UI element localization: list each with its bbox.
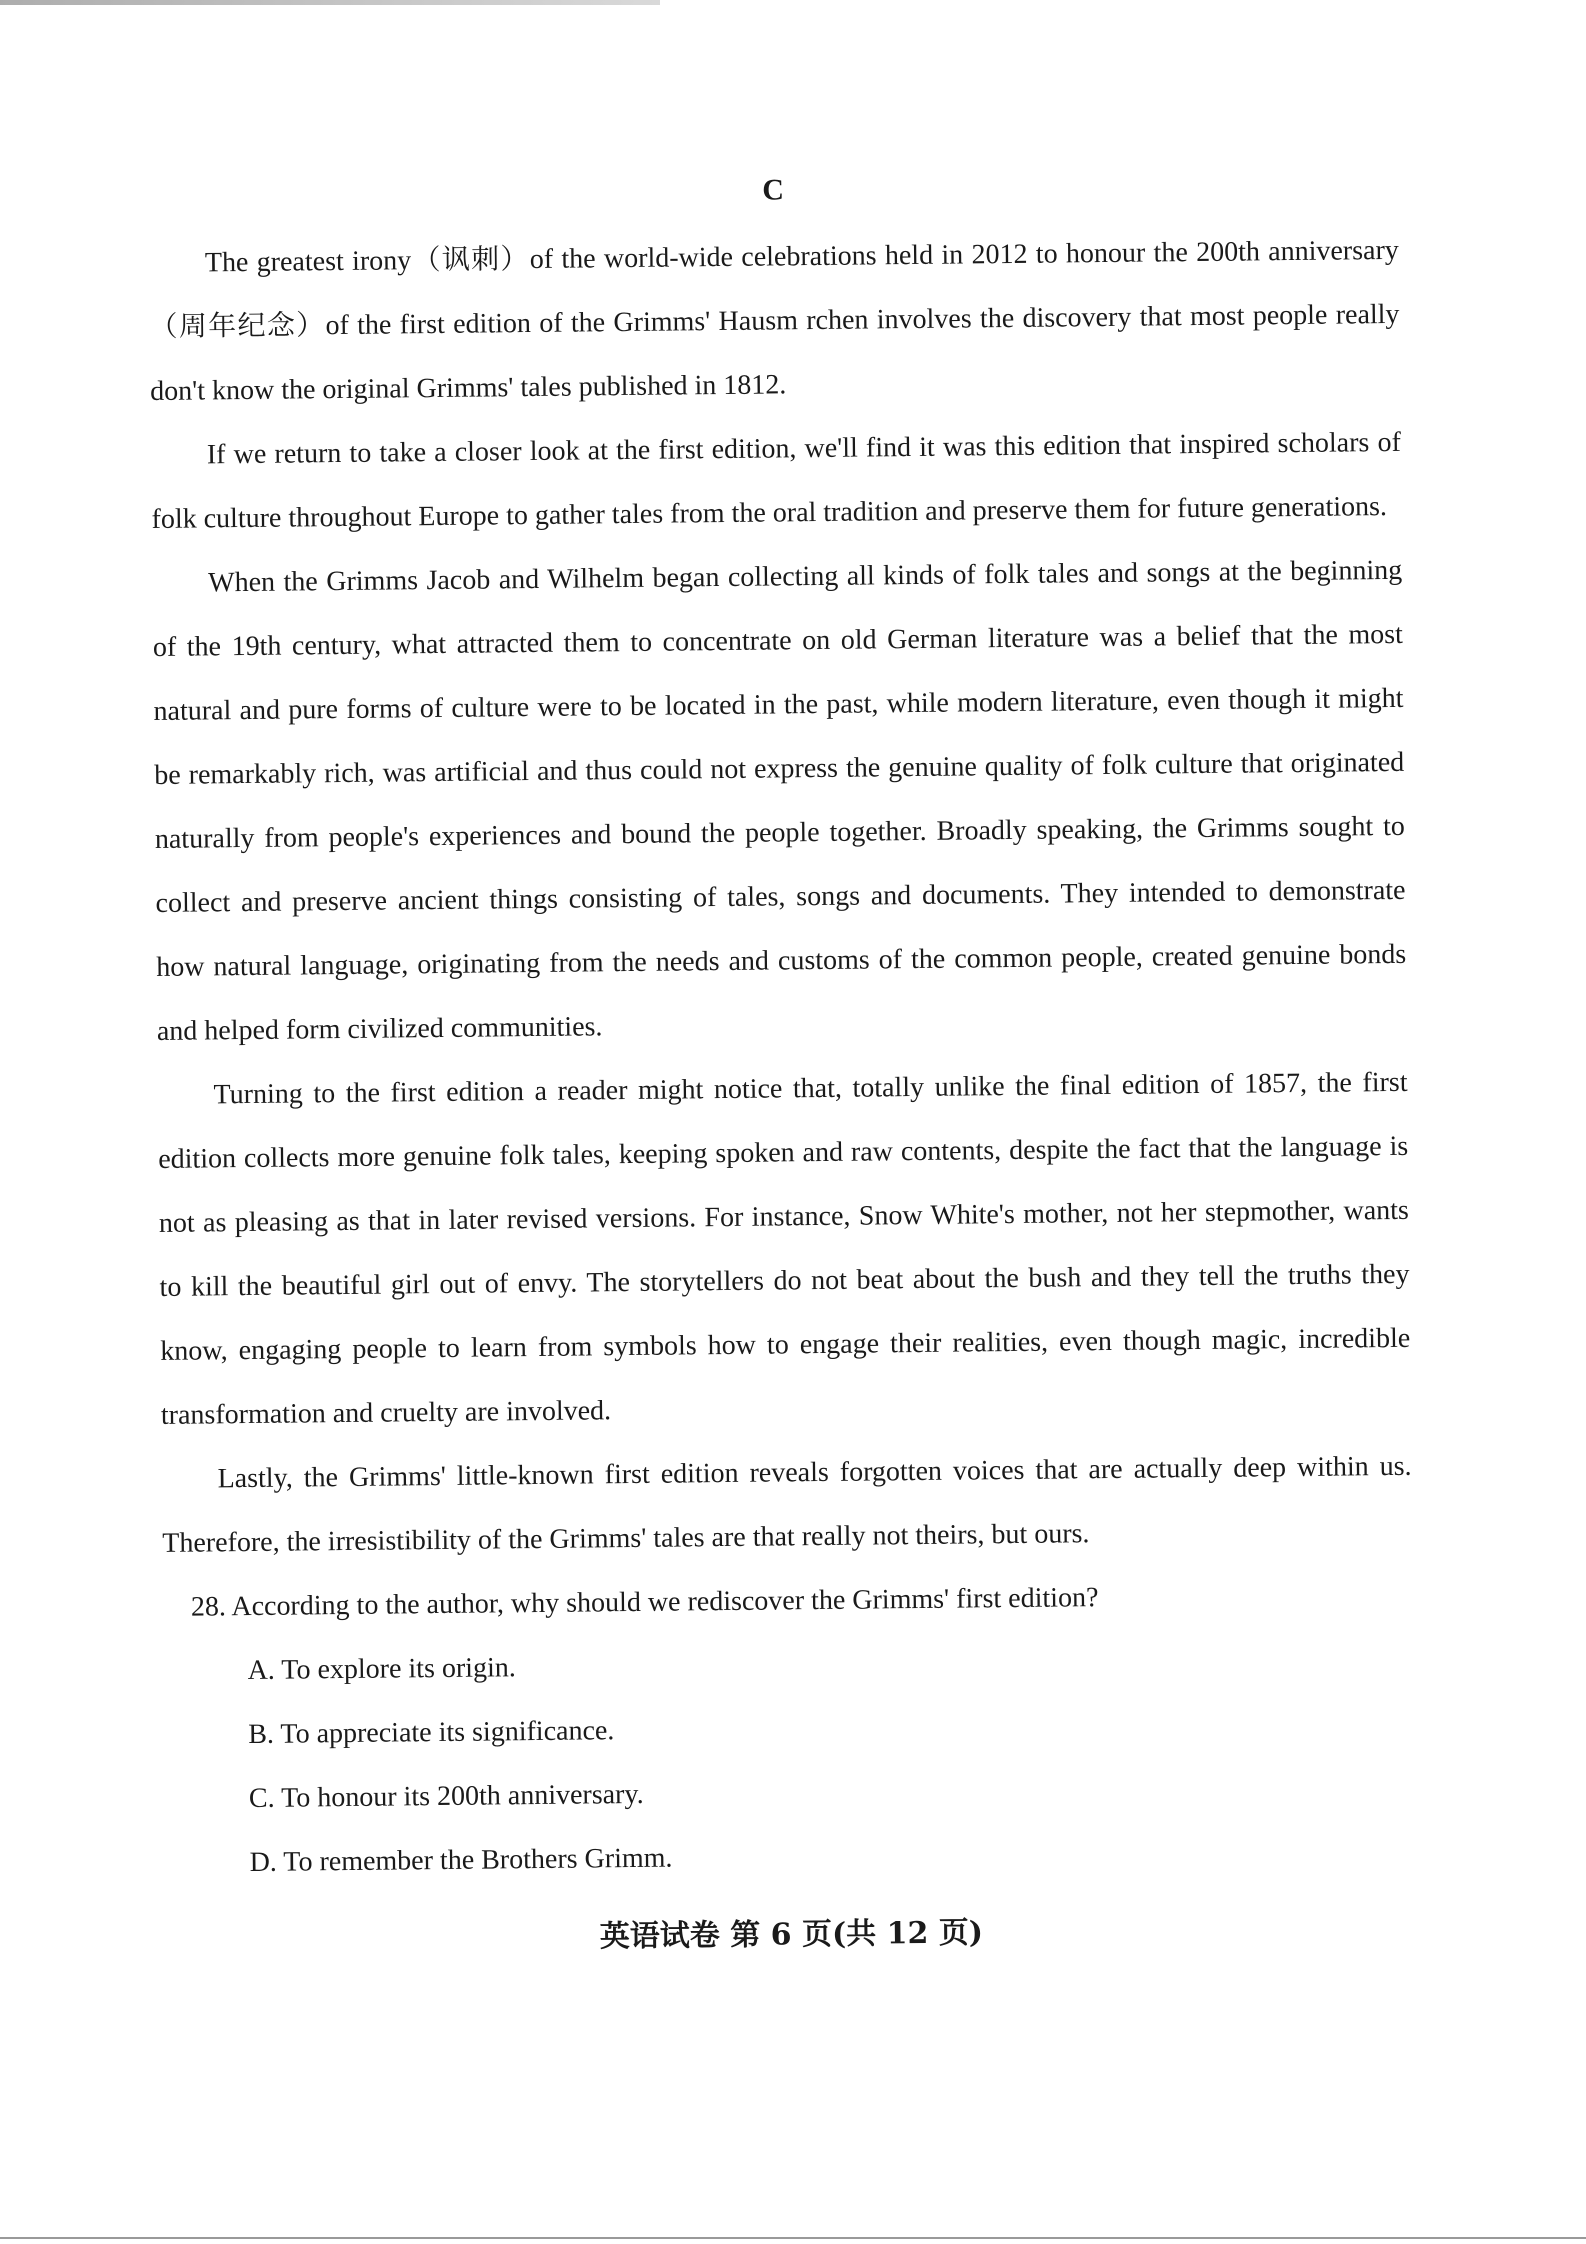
option-a: A. To explore its origin. [247, 1652, 516, 1687]
top-scan-edge [0, 0, 660, 5]
paragraph-3: When the Grimms Jacob and Wilhelm began collecting all kinds of folk tales and songs at the beginning of the 19th century, what attracted them to concentrate on old German literature was a belief that the most natural and pure forms of culture were to be located in the past, while modern literature, even though it might be remarkably rich, was artificial and thus could not express the genuine quality of folk culture that originated naturally from people's experiences and bound the people together. Broadly speaking, the Grimms sought to collect and preserve ancient things consisting of tales, songs and documents. They intended to demonstrate how natural language, originating from the needs and customs of the common people, created genuine bonds and helped form civilized communities. [152, 554, 1407, 1047]
paragraph-4: Turning to the first edition a reader might notice that, totally unlike the final edition of 1857, the first edition collects more genuine folk tales, keeping spoken and raw contents, despite the fact that the language is not as pleasing as that in later revised versions. For instance, Snow White's mother, not her stepmother, wants to kill the beautiful girl out of envy. The storytellers do not beat about the bush and they tell the truths they know, engaging people to learn from symbols how to engage their realities, even though magic, incredible transformation and cruelty are involved. [158, 1066, 1411, 1431]
exam-page [148, 167, 1417, 1960]
question-stem: 28. According to the author, why should we rediscover the Grimms' first edition? [190, 1582, 1099, 1623]
paragraph-5: Lastly, the Grimms' little-known first edition reveals forgotten voices that are actually deep within us. Therefore, the irresistibility of the Grimms' tales are that really not theirs, but ours. [162, 1450, 1412, 1559]
section-heading: C [762, 173, 785, 207]
paragraph-1: The greatest irony（讽刺）of the world-wide celebrations held in 2012 to honour the 200th anniversary（周年纪念）of the first edition of the Grimms' Hausm rchen involves the discovery that most people really don't know the original Grimms' tales published in 1812. [149, 234, 1400, 407]
option-c: C. To honour its 200th anniversary. [248, 1778, 644, 1815]
page-footer: 英语试卷 第 6 页(共 12 页) [599, 1915, 984, 1955]
bottom-scan-edge [0, 2237, 1586, 2239]
option-b: B. To appreciate its significance. [248, 1715, 615, 1751]
paragraph-2: If we return to take a closer look at the first edition, we'll find it was this edition that inspired scholars of folk culture throughout Europe to gather tales from the oral tradition and preserve them for future generations. [151, 426, 1401, 535]
option-d: D. To remember the Brothers Grimm. [249, 1842, 673, 1879]
